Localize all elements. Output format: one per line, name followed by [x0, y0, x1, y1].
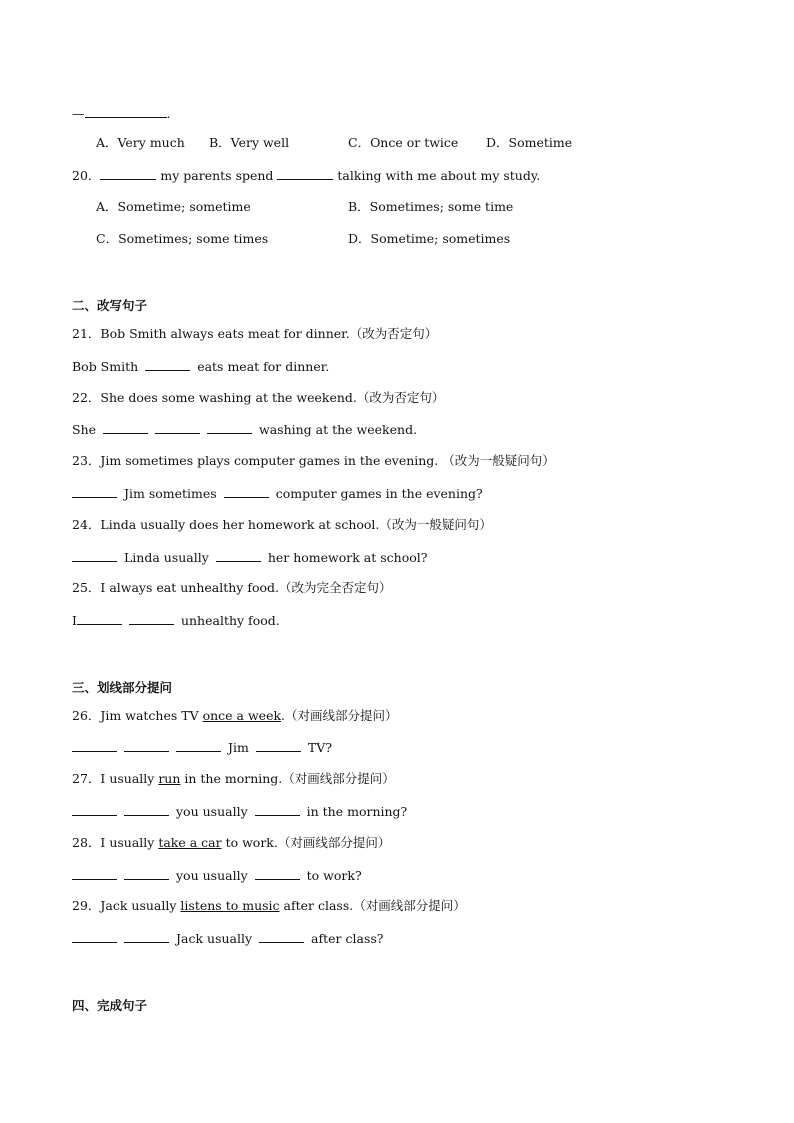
section-title: 二、改写句子 [72, 298, 148, 313]
q20-question: 20． my parents spend talking with me about my study. [72, 168, 541, 183]
q24-answer-line: Linda usually her homework at school? [72, 549, 427, 566]
answer-blank[interactable] [124, 867, 169, 880]
underlined-phrase: once a week [202, 708, 282, 723]
q20-option-a[interactable]: A．Sometime; sometime [96, 199, 251, 214]
answer-blank[interactable] [277, 167, 333, 180]
q25-question: 25．I always eat unhealthy food.（改为完全否定句） [72, 580, 392, 595]
answer-blank[interactable] [72, 930, 117, 943]
q22-question: 22．She does some washing at the weekend.（改为否定句） [72, 390, 445, 405]
answer-blank[interactable] [100, 167, 156, 180]
answer-blank[interactable] [176, 739, 221, 752]
answer-blank[interactable] [207, 421, 252, 434]
answer-blank[interactable] [103, 421, 148, 434]
answer-blank[interactable] [129, 612, 174, 625]
dash: — [72, 106, 85, 121]
answer-blank[interactable] [72, 867, 117, 880]
q21-question: 21．Bob Smith always eats meat for dinner.（改为否定句） [72, 326, 438, 341]
q23-answer-line: Jim sometimes computer games in the evening? [72, 485, 483, 502]
q26-answer-line: Jim TV? [72, 739, 332, 756]
answer-blank[interactable] [224, 485, 269, 498]
q26-question: 26．Jim watches TV once a week.（对画线部分提问） [72, 708, 398, 723]
answer-blank[interactable] [216, 549, 261, 562]
q23-question: 23．Jim sometimes plays computer games in the evening. （改为一般疑问句） [72, 453, 555, 468]
q19-option-d[interactable]: D．Sometime [486, 135, 573, 150]
answer-blank[interactable] [72, 739, 117, 752]
answer-blank[interactable] [255, 867, 300, 880]
q29-answer-line: Jack usually after class? [72, 930, 383, 947]
answer-blank[interactable] [72, 803, 117, 816]
q20-option-c[interactable]: C．Sometimes; some times [96, 231, 269, 246]
answer-blank[interactable] [259, 930, 304, 943]
section-title: 三、划线部分提问 [72, 680, 173, 695]
answer-blank[interactable] [85, 105, 167, 118]
q28-answer-line: you usually to work? [72, 867, 362, 884]
answer-blank[interactable] [124, 803, 169, 816]
answer-blank[interactable] [124, 739, 169, 752]
answer-blank[interactable] [124, 930, 169, 943]
q24-question: 24．Linda usually does her homework at school.（改为一般疑问句） [72, 517, 492, 532]
underlined-phrase: take a car [158, 835, 222, 850]
q19-option-b[interactable]: B．Very well [209, 135, 290, 150]
q19-option-c[interactable]: C．Once or twice [348, 135, 459, 150]
answer-blank[interactable] [255, 803, 300, 816]
answer-blank[interactable] [145, 358, 190, 371]
q21-answer-line: Bob Smith eats meat for dinner. [72, 359, 330, 374]
answer-blank[interactable] [72, 485, 117, 498]
answer-blank[interactable] [72, 549, 117, 562]
answer-blank[interactable] [77, 612, 122, 625]
q25-answer-line: I unhealthy food. [72, 613, 280, 628]
q19-answer-line: — . [72, 106, 171, 121]
q27-answer-line: you usually in the morning? [72, 803, 407, 820]
q27-question: 27．I usually run in the morning.（对画线部分提问） [72, 771, 395, 786]
underlined-phrase: listens to music [180, 898, 280, 913]
q22-answer-line: She washing at the weekend. [72, 422, 418, 437]
answer-blank[interactable] [256, 739, 301, 752]
q20-option-b[interactable]: B．Sometimes; some time [348, 199, 514, 214]
q19-option-a[interactable]: A．Very much [96, 135, 185, 150]
q29-question: 29．Jack usually listens to music after class.（对画线部分提问） [72, 898, 466, 913]
underlined-phrase: run [158, 771, 181, 786]
section-title: 四、完成句子 [72, 998, 148, 1013]
q20-option-d[interactable]: D．Sometime; sometimes [348, 231, 511, 246]
q28-question: 28．I usually take a car to work.（对画线部分提问） [72, 835, 391, 850]
answer-blank[interactable] [155, 421, 200, 434]
